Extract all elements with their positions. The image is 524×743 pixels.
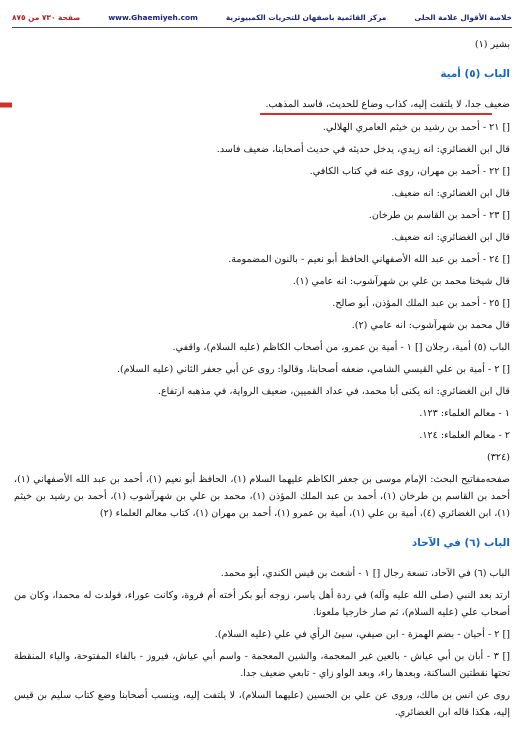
text-line: [] ٢٣ - أحمد بن القاسم بن طرخان.	[368, 210, 510, 221]
footnote: ٢ - معالم العلماء: ١٢٤.	[419, 430, 510, 441]
text-line: بشير (١)	[474, 39, 510, 50]
section-heading: الباب (٥) أمية	[440, 68, 510, 80]
text-line: قال ابن الغضائري: انه يكنى أبا محمد، في عداد القميين، ضعيف الرواية، في مذهبه ارتفاع.	[157, 386, 510, 397]
text-line: [] ٢ - أمية بن علي القيسي الشامي، ضعفه أصحابنا، وقالوا: روى عن أبي جعفر الثاني (عليه السلام).	[116, 364, 510, 375]
publisher-title: مرکز القائمیة باصفهان للتحریات الکمبیوتریة	[225, 12, 387, 22]
red-underline	[260, 113, 492, 115]
search-keys-paragraph: صفحه‌مفاتيح البحث: الإمام موسى بن جعفر الكاظم عليهما السلام (١)، الحافظ أبو نعيم (١)، أحمد بن عبد الله الأصفهاني (١)، أحمد بن القاسم بن طرخان (١)، أحمد بن عبد الملك المؤذن (١)، محمد بن علي بن شهرآشوب (١)، أحمد بن رشيد بن خيثم (١)، ابن الغضائري (٤)، أمية بن علي (١)، أمية بن عمرو (١)، أحمد بن مهران (١)، كتاب معالم العلماء (٢)	[14, 474, 510, 519]
text-line: قال ابن الغضائري: انه ضعيف.	[391, 232, 510, 243]
text-line: قال ابن الغضائري: انه زيدي، يدخل حديثه في حديث أصحابنا، ضعيف فاسد.	[216, 144, 510, 155]
page-marker: (٣٢٤)	[487, 452, 510, 463]
text-line: [] ٢٤ - أحمد بن عبد الله الأصفهاني الحافظ أبو نعيم - بالنون المضمومة.	[228, 254, 510, 265]
text-line: [] ٢ - أحيان - بضم الهمزة - ابن صيفي، سيئ الرأي في علي (عليه السلام).	[214, 629, 510, 640]
page-number-label: صفحة ٧٣٠ من ٨٧٥	[12, 12, 81, 22]
section-heading: الباب (٦) في الآحاد	[411, 537, 510, 549]
paragraph: روى عن انس بن مالك، وروى عن علي بن الحسين (عليهما السلام)، لا يلتفت إليه، وينسب أصحابنا وضع كتاب سليم بن قيس إليه، هكذا قاله ابن الغضائري.	[14, 690, 510, 718]
paragraph: ارتد بعد النبي (صلى الله عليه وآله) في ردة أهل ياسر، زوجه أبو بكر أخته أم فروة، وكانت عوراء، فولدت له محمدا، وكان من أصحاب علي (عليه السلام)، ثم صار خارجيا ملعونا.	[14, 590, 510, 618]
text-line: قال ابن الغضائري: انه ضعيف.	[391, 188, 510, 199]
website-link[interactable]: www.Ghaemiyeh.com	[108, 12, 198, 22]
text-line: ضعيف جدا، لا يلتفت إليه، كذاب وضاع للحديث، فاسد المذهب.	[265, 99, 510, 110]
page-header	[12, 9, 512, 25]
footnote: ١ - معالم العلماء: ١٢٣.	[419, 408, 510, 419]
highlighted-line	[14, 96, 510, 115]
text-line: [] ٢٥ - أحمد بن عبد الملك المؤذن، أبو صالح.	[332, 298, 510, 309]
text-line: قال محمد بن شهرآشوب: انه عامي (٢).	[351, 320, 510, 331]
header-divider	[12, 27, 512, 28]
text-line: قال شيخنا محمد بن علي بن شهرآشوب: انه عامي (١).	[292, 276, 510, 287]
text-line: [] ٢٢ - أحمد بن مهران، روى عنه في كتاب الكافي.	[309, 166, 510, 177]
text-line: [] ٢١ - أحمد بن رشيد بن خيثم العامري الهلالي.	[322, 122, 510, 133]
text-line: الباب (٦) في الآحاد، تسعة رجال [] ١ - أشعث بن قيس الكندي، أبو محمد.	[220, 568, 510, 579]
text-line: الباب (٥) أمية، رجلان [] ١ - أمية بن عمرو، من أصحاب الكاظم (عليه السلام)، واقفي.	[172, 342, 510, 353]
document-body	[14, 36, 510, 726]
arrow-left-icon	[0, 99, 12, 111]
book-title: خلاصة الأقوال علامة الحلى	[414, 12, 512, 22]
paragraph: [] ٣ - أبان بن أبي عياش - بالعين غير المعجمة، والشين المعجمة - واسم أبي عياش، فيروز - بالفاء المفتوحة، والياء المنقطة تحتها نقطتين الساكنة، وبعدها راء، وبعد الواو زاي - تابعي ضعيف جدا.	[14, 651, 510, 679]
